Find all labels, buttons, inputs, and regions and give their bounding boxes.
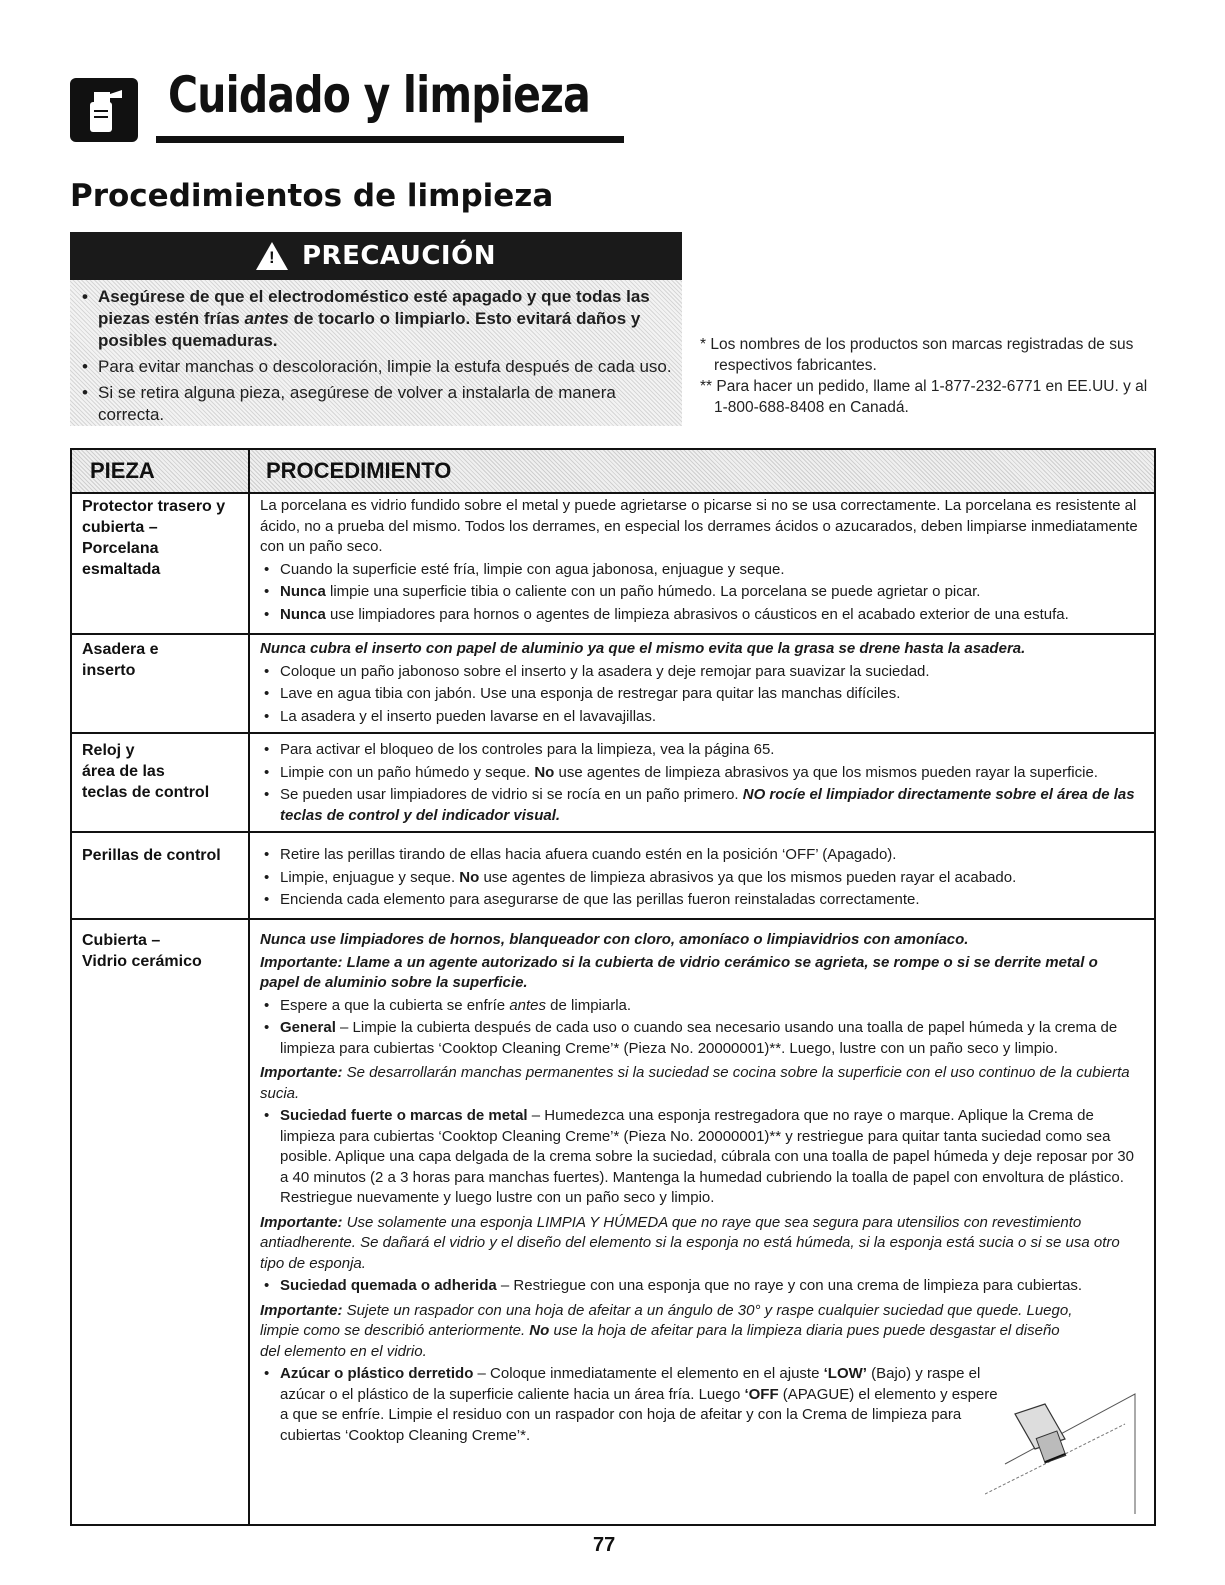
caution-box <box>70 232 682 426</box>
procedure-bullet: • Lave en agua tibia con jabón. Use una esponja de restregar para quitar las manchas difíciles. <box>260 684 1140 705</box>
row-divider <box>72 732 1154 734</box>
column-header-procedure: PROCEDIMIENTO <box>266 458 452 483</box>
important-note: Importante: Se desarrollarán manchas permanentes si la suciedad se cocina sobre la superficie con el uso continuo de la cubierta sucia. <box>260 1064 1130 1102</box>
procedure-bullet: • Encienda cada elemento para asegurarse de que las perillas fueron reinstaladas correctamente. <box>260 890 1140 911</box>
razor-scraper-illustration <box>985 1364 1145 1514</box>
procedure-warning: Nunca use limpiadores de hornos, blanqueador con cloro, amoníaco o limpiavidrios con amoníaco. <box>260 931 969 948</box>
column-header-part: PIEZA <box>90 458 155 483</box>
footnotes <box>700 334 1160 418</box>
procedure-bullet: • Suciedad fuerte o marcas de metal – Humedezca una esponja restregadora que no raye o marque. Aplique la Crema de limpieza para cubiertas ‘Cooktop Cleaning Creme’* (Pieza No. 20000001)** y restriegue para quitar tanta suciedad como sea posible. Aplique una capa delgada de la crema sobre la suciedad, cúbrala con una toalla de papel húmeda y deje reposar por 30 a 40 minutos (2 a 3 horas para manchas fuertes). Mantenga la humedad cubriendo la toalla de papel con envoltura de plástico. Restriegue nuevamente y luego lustre con un paño seco y limpio. <box>260 1106 1140 1209</box>
section-title: Procedimientos de limpieza <box>70 178 554 214</box>
procedure-bullet: • Nunca use limpiadores para hornos o agentes de limpieza abrasivos o cáusticos en el acabado exterior de una estufa. <box>260 605 1140 626</box>
procedure-text: La porcelana es vidrio fundido sobre el metal y puede agrietarse o picarse si no se usa correctamente. La porcelana es resistente al ácido, no a prueba del mismo. Todos los derrames, en especial los derrames ácidos o azucarados, deben limpiarse inmediatamente con un paño seco. <box>260 497 1138 555</box>
row-procedure <box>260 639 1140 729</box>
row-label: Asadera e inserto <box>82 641 159 679</box>
procedure-bullet: • Se pueden usar limpiadores de vidrio si se rocía en un paño primero. NO rocíe el limpiador directamente sobre el área de las teclas de control y del indicador visual. <box>260 785 1140 826</box>
row-label: Protector trasero y cubierta – Porcelana esmaltada <box>82 498 226 578</box>
important-note: Importante: Use solamente una esponja LIMPIA Y HÚMEDA que no raye que sea segura para utensilios con revestimiento antiadherente. Se dañará el vidrio y el diseño del elemento si la esponja no está húmeda, si la esponja está sucia o si se usa otro tipo de esponja. <box>260 1213 1120 1272</box>
procedure-bullet: • Nunca limpie una superficie tibia o caliente con un paño húmedo. La porcelana se puede agrietar o picar. <box>260 582 1140 603</box>
row-procedure <box>260 845 1140 913</box>
procedure-bullet: • Limpie con un paño húmedo y seque. No use agentes de limpieza abrasivos ya que los mismos pueden rayar la superficie. <box>260 763 1140 784</box>
procedure-warning: Nunca cubra el inserto con papel de aluminio ya que el mismo evita que la grasa se drene hasta la asadera. <box>260 640 1026 657</box>
row-label: Cubierta – Vidrio cerámico <box>82 932 202 970</box>
row-procedure <box>260 496 1140 627</box>
procedure-bullet: • Suciedad quemada o adherida – Restriegue con una esponja que no raye y con una crema de limpieza para cubiertas. <box>260 1276 1140 1297</box>
row-divider <box>72 918 1154 920</box>
caution-list <box>70 280 682 426</box>
procedure-bullet: • Para activar el bloqueo de los controles para la limpieza, vea la página 65. <box>260 740 1140 761</box>
caution-item: • Para evitar manchas o descoloración, limpie la estufa después de cada uso. <box>80 356 672 378</box>
caution-title: PRECAUCIÓN <box>302 241 496 271</box>
procedure-bullet: • La asadera y el inserto pueden lavarse en el lavavajillas. <box>260 707 1140 728</box>
row-divider <box>72 831 1154 833</box>
page-title: Cuidado y limpieza <box>168 66 590 124</box>
procedure-warning: Importante: Llame a un agente autorizado si la cubierta de vidrio cerámico se agrieta, se rompe o si se derrite metal o papel de aluminio sobre la superficie. <box>260 953 1098 991</box>
caution-header <box>70 232 682 280</box>
caution-item: • Asegúrese de que el electrodoméstico esté apagado y que todas las piezas estén frías antes de tocarlo o limpiarlo. Esto evitará daños y posibles quemaduras. <box>80 286 672 352</box>
caution-item: • Si se retira alguna pieza, asegúrese de volver a instalarla de manera correcta. <box>80 382 672 426</box>
row-label: Perillas de control <box>82 847 221 864</box>
procedure-bullet: • Espere a que la cubierta se enfríe antes de limpiarla. <box>260 996 1140 1017</box>
spray-bottle-icon <box>70 78 138 142</box>
row-label: Reloj y área de las teclas de control <box>82 742 210 801</box>
footnote-order: ** Para hacer un pedido, llame al 1-877-232-6771 en EE.UU. y al 1-800-688-8408 en Canadá. <box>700 378 1148 416</box>
row-divider <box>72 633 1154 635</box>
important-note: Importante: Sujete un raspador con una hoja de afeitar a un ángulo de 30° y raspe cualquier suciedad que quede. Luego, limpie como se describió anteriormente. No use la hoja de afeitar para la limpieza diaria pues puede desgastar el diseño del elemento en el vidrio. <box>260 1301 1073 1360</box>
warning-icon: ! <box>256 242 288 270</box>
column-divider <box>248 450 250 1524</box>
procedure-bullet: • Cuando la superficie esté fría, limpie con agua jabonosa, enjuague y seque. <box>260 560 1140 581</box>
procedure-bullet: • Retire las perillas tirando de ellas hacia afuera cuando estén en la posición ‘OFF’ (Apagado). <box>260 845 1140 866</box>
page-number: 77 <box>593 1534 616 1556</box>
row-procedure <box>260 740 1140 828</box>
procedure-bullet: • General – Limpie la cubierta después de cada uso o cuando sea necesario usando una toalla de papel húmeda y la crema de limpieza para cubiertas ‘Cooktop Cleaning Creme’* (Pieza No. 20000001)**. Luego, lustre con un paño seco y limpio. <box>260 1018 1140 1059</box>
footnote-trademark: * Los nombres de los productos son marcas registradas de sus respectivos fabricantes. <box>700 336 1134 374</box>
title-underline <box>156 136 624 143</box>
procedure-bullet: • Coloque un paño jabonoso sobre el inserto y la asadera y deje remojar para suavizar la suciedad. <box>260 662 1140 683</box>
procedure-bullet: • Limpie, enjuague y seque. No use agentes de limpieza abrasivos ya que los mismos pueden rayar el acabado. <box>260 868 1140 889</box>
procedure-bullet: • Azúcar o plástico derretido – Coloque inmediatamente el elemento en el ajuste ‘LOW’ (Bajo) y raspe el azúcar o el plástico de la superficie caliente hacia un área fría. Luego ‘OFF (APAGUE) el elemento y espere a que se enfríe. Limpie el residuo con un raspador con hoja de afeitar y con la Crema de limpieza para cubiertas ‘Cooktop Cleaning Creme’*. <box>260 1364 1000 1446</box>
table-header <box>72 450 1154 494</box>
